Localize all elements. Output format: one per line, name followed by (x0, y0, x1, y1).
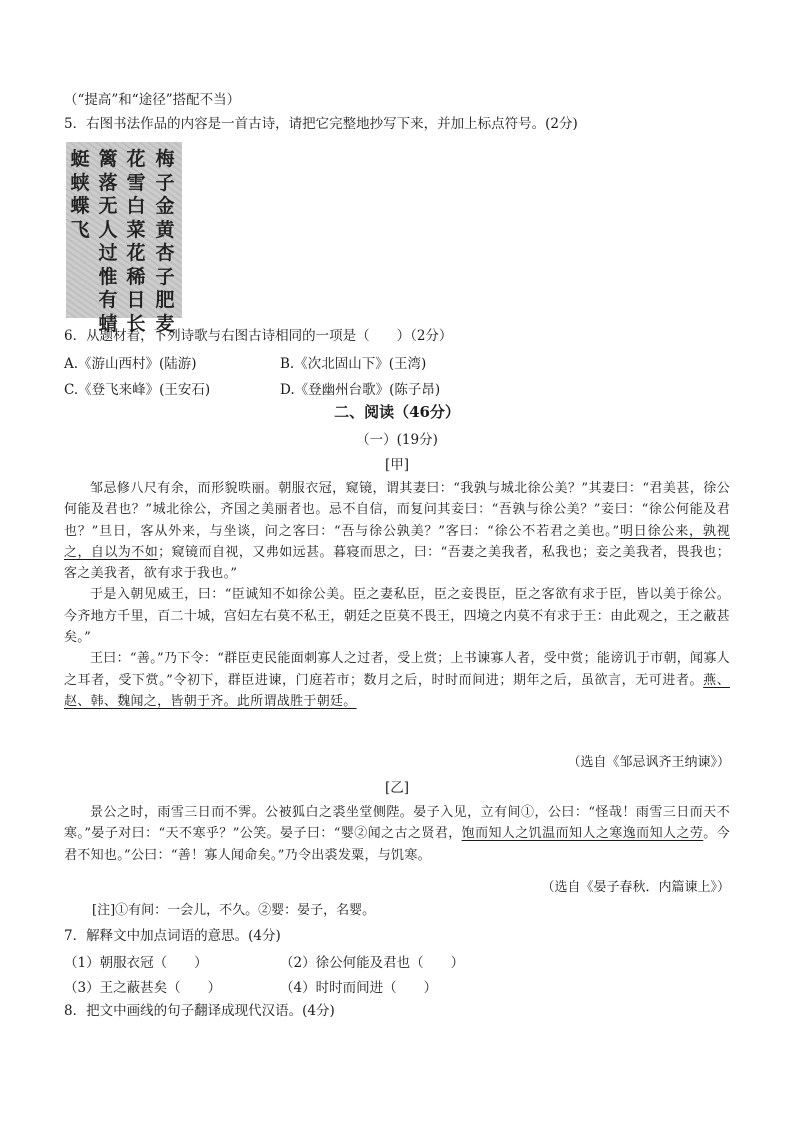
passage-jia-underlined-2: 燕、赵、韩、魏闻之，皆朝于齐。此所谓战胜于朝廷。 (64, 672, 730, 709)
passage-jia-paragraph-2: 于是入朝见威王，曰：“臣诚知不如徐公美。臣之妻私臣，臣之妾畏臣，臣之客欲有求于臣，皆以美于徐公。今齐地方千里，百二十城，宫妇左右莫不私王，朝廷之臣莫不畏王，四境之内莫不有求于王：由此观之，王之蔽甚矣。” (64, 587, 730, 646)
passage-jia-source: （选自《邹忌讽齐王纳谏》） (567, 755, 730, 770)
question-7-stem: 7．解释文中加点词语的意思。(4分) (64, 928, 281, 944)
passage-yi-label: [乙] (384, 780, 410, 796)
passage-yi-p1-text: 景公之时，雨雪三日而不霁。公被狐白之裘坐堂侧陛。晏子入见，立有间①，公曰：“怪哉！雨雪三日而天不寒。”晏子对曰：“天不寒乎？”公笑。晏子曰：“婴②闻之古之贤君， (64, 805, 730, 842)
question-7-item-1: （1）朝服衣冠（ ） (64, 955, 208, 971)
passage-jia-p3-text: 王曰：“善。”乃下令：“群臣吏民能面刺寡人之过者，受上赏；上书谏寡人者，受中赏；能谤讥于市朝，闻寡人之耳者，受下赏。”令初下，群臣进谏，门庭若市；数月之后，时时而间进；期年之后，虽欲言，无可进者。 (64, 651, 730, 688)
question-7-item-2: （2）徐公何能及君也（ ） (280, 955, 465, 971)
question-5: 5．右图书法作品的内容是一首古诗，请把它完整地抄写下来，并加上标点符号。(2分) (64, 116, 578, 132)
passage-jia-p1-text: 邹忌修八尺有余，而形貌昳丽。朝服衣冠，窥镜，谓其妻曰：“我孰与城北徐公美？”其妻曰：“君美甚，徐公何能及君也？”城北徐公，齐国之美丽者也。忌不自信，而复问其妾曰：“吾孰与徐公美？”妾曰：“徐公何能及君也？”旦日，客从外来，与坐谈，问之客曰：“吾与徐公孰美？”客曰：“徐公不若君之美也。” (64, 481, 730, 539)
passage-jia-p1-text-2: ；窥镜而自视，又弗如远甚。暮寝而思之，曰：“吾妻之美我者，私我也；妾之美我者，畏我也；客之美我者，欲有求于我也。” (64, 544, 730, 582)
sub-title: （一）(19分) (356, 432, 438, 448)
passage-jia-label: [甲] (384, 457, 410, 473)
passage-yi-paragraph-1 (64, 802, 730, 866)
passage-jia-paragraph-1 (64, 478, 730, 584)
question-6-option-b: B.《次北固山下》(王湾) (280, 356, 427, 372)
calligraphy-column-2: 花雪白菜花稀日长 (126, 148, 146, 335)
question-6-stem: 6．从题材看，下列诗歌与右图古诗相同的一项是（ ）（2分） (64, 328, 453, 344)
top-note: （“提高”和“途径”搭配不当） (64, 92, 241, 108)
passage-jia (64, 478, 730, 712)
calligraphy-column-1: 梅子金黄杏子肥麦 (155, 148, 175, 335)
passage-jia-underlined-1: 明日徐公来，孰视之，自以为不如 (64, 523, 730, 560)
passage-yi-underlined: 饱而知人之饥温而知人之寒逸而知人之劳 (461, 826, 704, 842)
question-6-option-a: A.《游山西村》(陆游) (64, 356, 197, 372)
question-7-item-3: （3）王之蔽甚矣（ ） (64, 980, 222, 996)
calligraphy-column-4: 蜓蛱蝶飞 (70, 148, 90, 241)
question-7-item-4: （4）时时而间进（ ） (280, 980, 438, 996)
question-6-option-d: D.《登幽州台歌》(陈子昂) (280, 382, 441, 398)
passage-yi-source: （选自《晏子春秋．内篇谏上》） (541, 880, 730, 895)
question-8: 8．把文中画线的句子翻译成现代汉语。(4分) (64, 1003, 335, 1019)
passage-yi-p1-text-2: 。今君不知也。”公曰：“善！寡人闻命矣。”乃令出裘发粟，与饥寒。 (64, 826, 730, 863)
section-title: 二、阅读（46分） (334, 403, 460, 421)
question-6-option-c: C.《登飞来峰》(王安石) (64, 382, 211, 398)
passage-jia-paragraph-3 (64, 648, 730, 712)
passage-yi (64, 802, 730, 866)
annotation-note: [注]①有间：一会儿，不久。②婴：晏子，名婴。 (92, 903, 376, 918)
calligraphy-image (66, 142, 182, 335)
calligraphy-column-3: 篱落无人过惟有蜻 (98, 148, 118, 335)
